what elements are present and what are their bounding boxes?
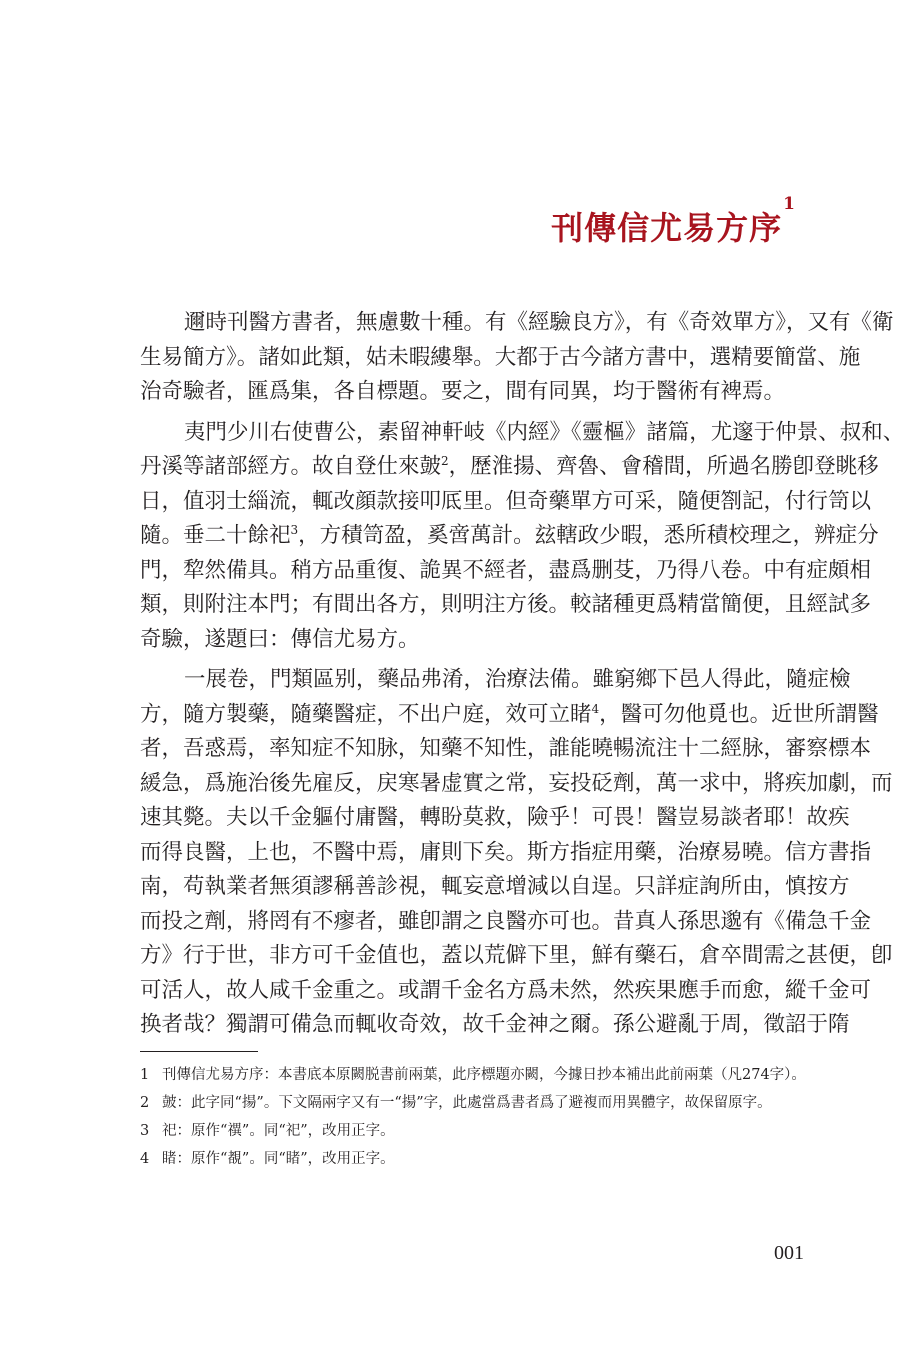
text-line [140, 519, 879, 554]
main-text [140, 306, 904, 1043]
footnote-text: 皷：此字同“揚”。下文隔兩字又有一“揚”字，此處當爲書者爲了避複而用異體字，故保留原字。 [162, 1095, 772, 1111]
text-segment: ，歷淮揚、齊魯、會稽間，所過名勝卽登眺移 [448, 454, 879, 479]
text-line: 一展卷，門類區别，藥品弗淆，治療法備。雖窮鄉下邑人得此，隨症檢 [184, 667, 851, 692]
text-segment: ，方積笥盈，奚啻萬計。玆轄政少暇，悉所積校理之，辨症分 [298, 523, 879, 548]
page-number: 001 [774, 1242, 804, 1264]
text-line: 者，吾惑焉，率知症不知脉，知藥不知性，誰能曉暢流注十二經脉，審察標本 [140, 736, 872, 761]
footnote [140, 1120, 810, 1142]
footnote-text: 祀：原作“禩”。同“祀”，改用正字。 [162, 1123, 395, 1139]
text-line: 而投之劑，將罔有不瘳者，雖卽謂之良醫亦可也。昔真人孫思邈有《備急千金 [140, 908, 872, 934]
text-line: 速其斃。夫以千金軀付庸醫，轉盼莫救，險乎！可畏！醫豈易談者耶！故疾 [140, 805, 850, 830]
text-line: 邇時刊醫方書者，無慮數十種。有《經驗良方》，有《奇效單方》，又有《衛 [184, 310, 894, 335]
text-line: 换者哉？獨謂可備急而輒收奇效，故千金神之爾。孫公避亂于周，徵詔于隋 [140, 1012, 850, 1037]
text-segment: 丹溪等諸部經方。故自登仕來皷 [140, 454, 442, 479]
text-line: 而得良醫，上也，不醫中焉，庸則下矣。斯方指症用藥，治療易曉。信方書指 [140, 839, 872, 865]
footnote-ref: 2 [441, 453, 449, 468]
text-segment: 方，隨方製藥，隨藥醫症，不出户庭，效可立睹 [140, 701, 592, 727]
text-line: 類，則附注本門；有間出各方，則明注方後。較諸種更爲精當簡便，且經試多 [140, 592, 872, 617]
text-line: 生易簡方》。諸如此類，姑未暇縷舉。大都于古今諸方書中，選精要簡當、施 [140, 344, 861, 370]
title-footnote-ref: 1 [783, 194, 796, 214]
paragraph-1 [140, 306, 894, 410]
footnotes [140, 1064, 810, 1176]
footnote [140, 1148, 810, 1170]
text-line: 治奇驗者，匯爲集，各自標題。要之，間有同異，均于醫術有裨焉。 [140, 379, 786, 404]
footnote-ref: 4 [591, 701, 600, 716]
text-line: 可活人，故人咸千金重之。或謂千金名方爲未然，然疾果應手而愈，縱千金可 [140, 977, 872, 1003]
text-line [140, 450, 879, 485]
footnote [140, 1092, 810, 1114]
footnote-text: 睹：原作“覩”。同“睹”，改用正字。 [162, 1151, 395, 1167]
text-line [140, 698, 879, 733]
footnote-number: 3 [140, 1123, 150, 1139]
text-line: 奇驗，遂題曰：傳信尤易方。 [140, 626, 420, 652]
footnote-divider [140, 1051, 258, 1052]
text-line: 南，苟執業者無須謬稱善診視，輒妄意增減以自逞。只詳症詢所由，慎按方 [140, 874, 850, 899]
footnote-text: 刊傳信尤易方序：本書底本原闕脱書前兩葉，此序標題亦闕，今據日抄本補出此前兩葉（凡274字）。 [162, 1067, 806, 1083]
text-line: 門，犂然備具。稍方品重復、詭異不經者，盡爲删芟，乃得八卷。中有症頗相 [140, 557, 872, 583]
footnote-ref: 3 [290, 522, 299, 537]
footnote-number: 2 [140, 1095, 150, 1111]
text-line: 夷門少川右使曹公，素留神軒岐《内經》《靈樞》諸篇，尤邃于仲景、叔和、 [184, 419, 904, 445]
text-segment: ，醫可勿他覓也。近世所謂醫 [599, 701, 879, 727]
footnote [140, 1064, 810, 1086]
text-line: 日，值羽士緇流，輒改顔款接叩厎里。但奇藥單方可采，隨便劄記，付行笥以 [140, 488, 872, 514]
footnote-number: 4 [140, 1151, 150, 1167]
footnote-number: 1 [140, 1067, 150, 1083]
chapter-title-text: 刊傳信尤易方序 [551, 209, 783, 247]
text-segment: 隨。垂二十餘祀 [140, 523, 291, 548]
text-line: 方》行于世，非方可千金值也，蓋以荒僻下里，鮮有藥石，倉卒間需之甚便，卽 [140, 943, 893, 968]
chapter-title [551, 194, 796, 248]
paragraph-2 [140, 416, 904, 658]
paragraph-3 [140, 663, 893, 1043]
text-line: 緩急，爲施治後先雇反，戻寒暑虚實之常，妄投砭劑，萬一求中，將疾加劇，而 [140, 770, 893, 796]
